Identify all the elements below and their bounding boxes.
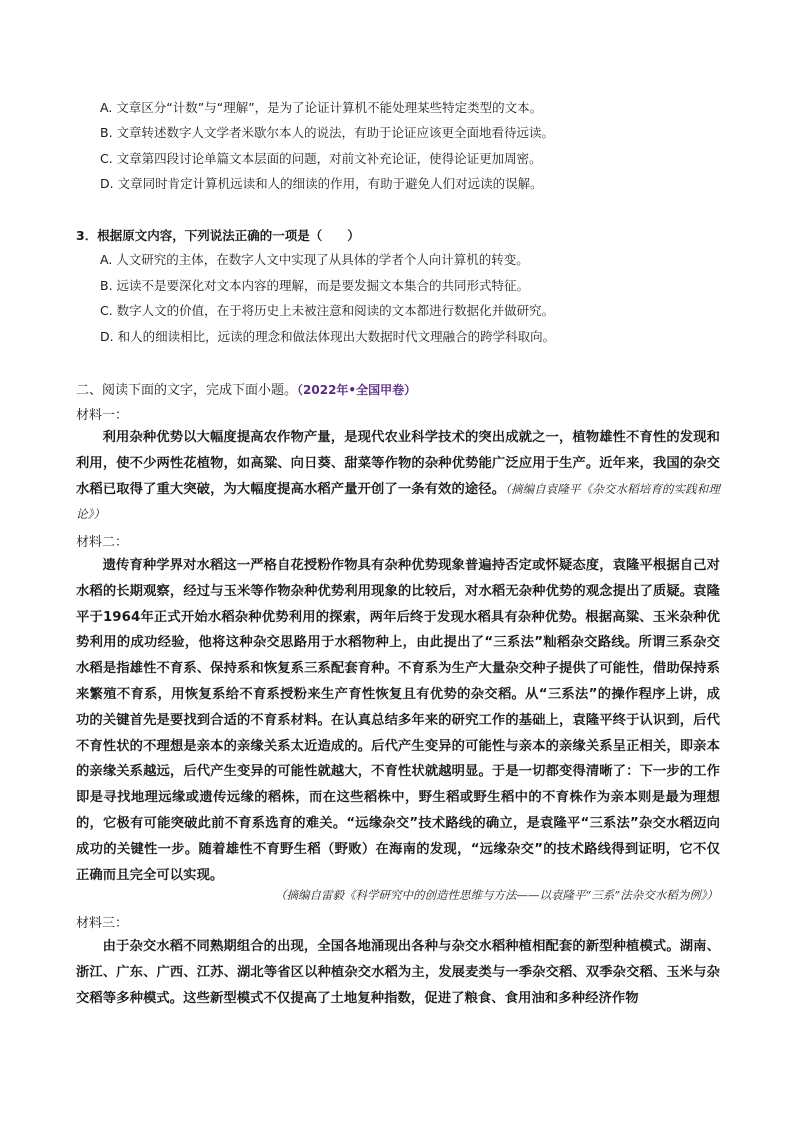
- material-3-paragraph: [76, 934, 720, 1011]
- material-1-paragraph: [76, 425, 720, 528]
- material-1-citation: （摘编自袁隆平《杂交水稻培育的实践和理论》）: [76, 481, 720, 522]
- q3-option-c: C. 数字人文的价值，在于将历史上未被注意和阅读的文本都进行数据化并做研究。: [100, 303, 555, 318]
- q3-option-a: A. 人文研究的主体，在数字人文中实现了从具体的学者个人向计算机的转变。: [100, 252, 529, 267]
- q2-option-c: C. 文章第四段讨论单篇文本层面的问题，对前文补充论证，使得论证更加周密。: [100, 151, 542, 166]
- q2-option-d: D. 文章同时肯定计算机远读和人的细读的作用，有助于避免人们对远读的误解。: [100, 176, 543, 191]
- q3-stem: 3．根据原文内容，下列说法正确的一项是（ ）: [76, 228, 360, 243]
- q2-option-a: A. 文章区分“计数”与“理解”，是为了论证计算机不能处理某些特定类型的文本。: [100, 100, 543, 115]
- q3-option-d: D. 和人的细读相比，远读的理念和做法体现出大数据时代文理融合的跨学科取向。: [100, 329, 556, 344]
- material-2-label: 材料二：: [76, 535, 129, 550]
- section-heading: [76, 379, 416, 398]
- section-source: （2022年•全国甲卷）: [297, 383, 417, 397]
- material-3-label: 材料三：: [76, 916, 129, 931]
- material-1-text: 利用杂种优势以大幅度提高农作物产量，是现代农业科学技术的突出成就之一，植物雄性不育性的发现和利用，使不少两性花植物，如高粱、向日葵、甜菜等作物的杂种优势能广泛应用于生产。近年来，我国的杂交水稻已取得了重大突破，为大幅度提高水稻产量开创了一条有效的途径。: [76, 430, 720, 497]
- material-2-citation: （摘编自雷毅《科学研究中的创造性思维与方法——以袁隆平“三系”法杂交水稻为例》）: [274, 888, 718, 902]
- q2-option-b: B. 文章转述数字人文学者米歇尔本人的说法，有助于论证应该更全面地看待远读。: [100, 125, 555, 140]
- material-2-paragraph: [76, 553, 720, 888]
- material-2-text: 遗传育种学界对水稻这一严格自花授粉作物具有杂种优势现象普遍持否定或怀疑态度，袁隆平根据自己对水稻的长期观察，经过与玉米等作物杂种优势利用现象的比较后，对水稻无杂种优势的观念提出了质疑。袁隆平于1964年正式开始水稻杂种优势利用的探索，两年后终于发现水稻具有杂种优势。根据高粱、玉米杂种优势利用的成功经验，他将这种杂交思路用于水稻物种上，由此提出了“三系法”籼稻杂交路线。所谓三系杂交水稻是指雄性不育系、保持系和恢复系三系配套育种。不育系为生产大量杂交种子提供了可能性，借助保持系来繁殖不育系，用恢复系给不育系授粉来生产育性恢复且有优势的杂交稻。从“三系法”的操作程序上讲，成功的关键首先是要找到合适的不育系材料。在认真总结多年来的研究工作的基础上，袁隆平终于认识到，后代不育性状的不理想是亲本的亲缘关系太近造成的。后代产生变异的可能性与亲本的亲缘关系呈正相关，即亲本的亲缘关系越远，后代产生变异的可能性就越大，不育性状就越明显。于是一切都变得清晰了：下一步的工作即是寻找地理远缘或遗传远缘的稻株，而在这些稻株中，野生稻或野生稻中的不育株作为亲本则是最为理想的，它极有可能突破此前不育系选育的难关。“远缘杂交”技术路线的确立，是袁隆平“三系法”杂交水稻迈向成功的关键性一步。随着雄性不育野生稻（野败）在海南的发现，“远缘杂交”的技术路线得到证明，它不仅正确而且完全可以实现。: [76, 558, 720, 883]
- material-1-label: 材料一：: [76, 408, 129, 423]
- material-3-text: 由于杂交水稻不同熟期组合的出现，全国各地涌现出各种与杂交水稻种植相配套的新型种植模式。湖南、浙江、广东、广西、江苏、湖北等省区以种植杂交水稻为主，发展麦类与一季杂交稻、双季杂交稻、玉米与杂交稻等多种模式。这些新型模式不仅提高了土地复种指数，促进了粮食、食用油和多种经济作物: [76, 939, 720, 1006]
- section-heading-text: 二、阅读下面的文字，完成下面小题。: [76, 383, 298, 398]
- q3-option-b: B. 远读不是要深化对文本内容的理解，而是要发掘文本集合的共同形式特征。: [100, 278, 530, 293]
